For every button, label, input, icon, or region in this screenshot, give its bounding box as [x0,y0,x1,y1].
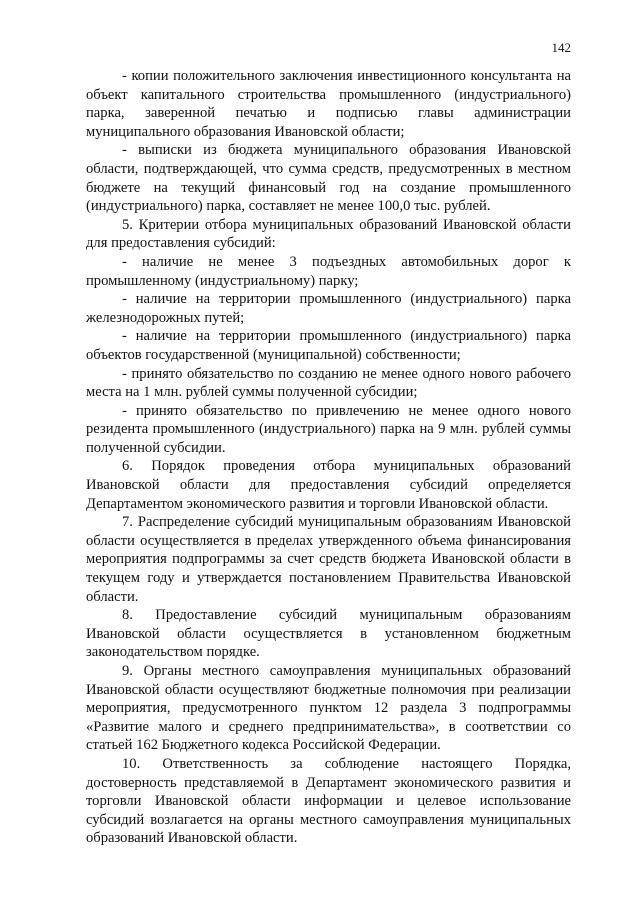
document-body [86,67,571,848]
page-number: 142 [551,40,571,55]
paragraph-budget-powers: 9. Органы местного самоуправления муниципальных образований Ивановской области осуществляют бюджетные полномочия при реализации мероприятия, предусмотренного пунктом 12 раздела 3 подпрограммы «Развитие малого и среднего предпринимательства», в соответствии со статьей 162 Бюджетного кодекса Российской Федерации. [86,663,571,754]
paragraph-criteria-railways: - наличие на территории промышленного (индустриального) парка железнодорожных путей; [86,291,571,326]
paragraph-criteria-jobs: - принято обязательство по созданию не менее одного нового рабочего места на 1 млн. рублей суммы полученной субсидии; [86,365,571,401]
paragraph-distribution: 7. Распределение субсидий муниципальным образованиям Ивановской области осуществляется в пределах утвержденного объема финансирования мероприятия подпрограммы за счет средств бюджета Ивановской области в текущем году и утверждается постановлением Правительства Ивановской области. [86,514,571,605]
paragraph-criteria-heading: 5. Критерии отбора муниципальных образований Ивановской области для предоставления субсидий: [86,216,571,252]
paragraph-investment-conclusion: - копии положительного заключения инвестиционного консультанта на объект капитального строительства промышленного (индустриального) парка, заверенной печатью и подписью главы администрации муниципального образования Ивановской области; [86,68,571,140]
paragraph-criteria-residents: - принято обязательство по привлечению не менее одного нового резидента промышленного (индустриального) парка на 9 млн. рублей суммы полученной субсидии. [86,402,571,456]
paragraph-criteria-property: - наличие на территории промышленного (индустриального) парка объектов государственной (муниципальной) собственности; [86,328,571,363]
paragraph-criteria-roads: - наличие не менее 3 подъездных автомобильных дорог к промышленному (индустриальному) парку; [86,253,571,289]
paragraph-selection-procedure: 6. Порядок проведения отбора муниципальных образований Ивановской области для предоставления субсидий определяется Департаментом экономического развития и торговли Ивановской области. [86,458,571,512]
paragraph-provision: 8. Предоставление субсидий муниципальным образованиям Ивановской области осуществляется в установленном бюджетным законодательством порядке. [86,607,571,661]
paragraph-budget-extract: - выписки из бюджета муниципального образования Ивановской области, подтверждающей, что сумма средств, предусмотренных в местном бюджете на текущий финансовый год на создание промышленного (индустриального) парка, составляет не менее 100,0 тыс. рублей. [86,142,571,215]
paragraph-responsibility: 10. Ответственность за соблюдение настоящего Порядка, достоверность представляемой в Департамент экономического развития и торговли Ивановской области информации и целевое использование субсидий возлагается на органы местного самоуправления муниципальных образований Ивановской области. [86,755,571,847]
